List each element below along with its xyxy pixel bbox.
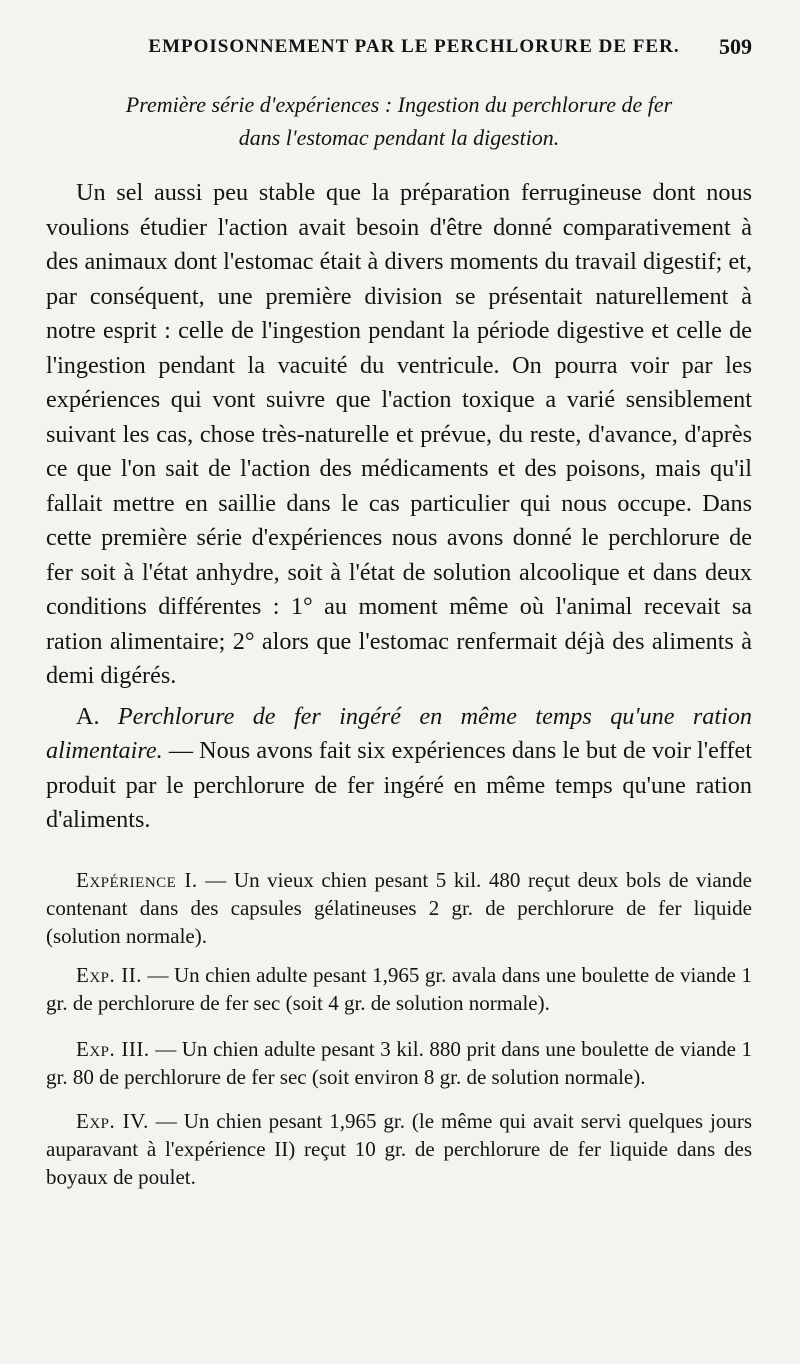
subsection-a-text: — Nous avons fait six expériences dans le but de voir l'effet produit par le perchlorure de fer ingéré en même temps qu'une ration d'aliments. xyxy=(46,737,752,833)
section-title-line-1: Première série d'expériences : Ingestion du perchlorure de fer xyxy=(125,92,673,117)
subsection-a-title: Perchlorure de fer ingéré en même temps qu'une ration alimentaire. xyxy=(46,702,753,764)
experiment-2-text: — Un chien adulte pesant 1,965 gr. avala dans une boulette de viande 1 gr. de perchlorure de fer sec (soit 4 gr. de solution normale). xyxy=(46,962,752,1015)
book-page xyxy=(46,28,752,1338)
running-header xyxy=(46,28,752,66)
section-title xyxy=(46,88,752,154)
running-title: EMPOISONNEMENT PAR LE PERCHLORURE DE FER. xyxy=(148,36,680,57)
experiment-4 xyxy=(46,1107,752,1191)
subsection-a-label: A. xyxy=(76,702,100,730)
experiment-1-text: — Un vieux chien pesant 5 kil. 480 reçut deux bols de viande contenant dans des capsules gélatineuses 2 gr. de perchlorure de fer liquide (solution normale). xyxy=(46,867,753,948)
experiment-3-label: Exp. III. xyxy=(76,1036,150,1061)
section-title-line-2: dans l'estomac pendant la digestion. xyxy=(238,125,560,150)
experiment-3 xyxy=(46,1035,752,1091)
experiment-2-label: Exp. II. xyxy=(76,962,142,987)
subsection-a-paragraph xyxy=(46,700,752,838)
experiment-4-text: — Un chien pesant 1,965 gr. (le même qui avait servi quelques jours auparavant à l'expérience II) reçut 10 gr. de perchlorure de fer liquide dans des boyaux de poulet. xyxy=(46,1108,752,1189)
experiment-4-label: Exp. IV. xyxy=(76,1108,149,1133)
experiment-1-label: Expérience I. xyxy=(76,867,198,892)
experiment-2 xyxy=(46,961,752,1017)
experiment-3-text: — Un chien adulte pesant 3 kil. 880 prit dans une boulette de viande 1 gr. 80 de perchlorure de fer sec (soit environ 8 gr. de solution normale). xyxy=(46,1036,753,1089)
experiment-1 xyxy=(46,866,752,950)
intro-paragraph: Un sel aussi peu stable que la préparation ferrugineuse dont nous voulions étudier l'action avait besoin d'être donné comparativement à des animaux dont l'estomac était à divers moments du travail digestif; et, par conséquent, une première division se présentait naturellement à notre esprit : celle de l'ingestion pendant la période digestive et celle de l'ingestion pendant la vacuité du ventricule. On pourra voir par les expériences qui vont suivre que l'action toxique a varié sensiblement suivant les cas, chose très-naturelle et prévue, du reste, d'avance, d'après ce que l'on sait de l'action des médicaments et des poisons, mais qu'il fallait mettre en saillie dans le cas particulier qui nous occupe. Dans cette première série d'expériences nous avons donné le perchlorure de fer soit à l'état anhydre, soit à l'état de solution alcoolique et dans deux conditions différentes : 1° au moment même où l'animal recevait sa ration alimentaire; 2° alors que l'estomac renfermait déjà des aliments à demi digérés. xyxy=(46,179,752,689)
page-number: 509 xyxy=(719,34,752,59)
